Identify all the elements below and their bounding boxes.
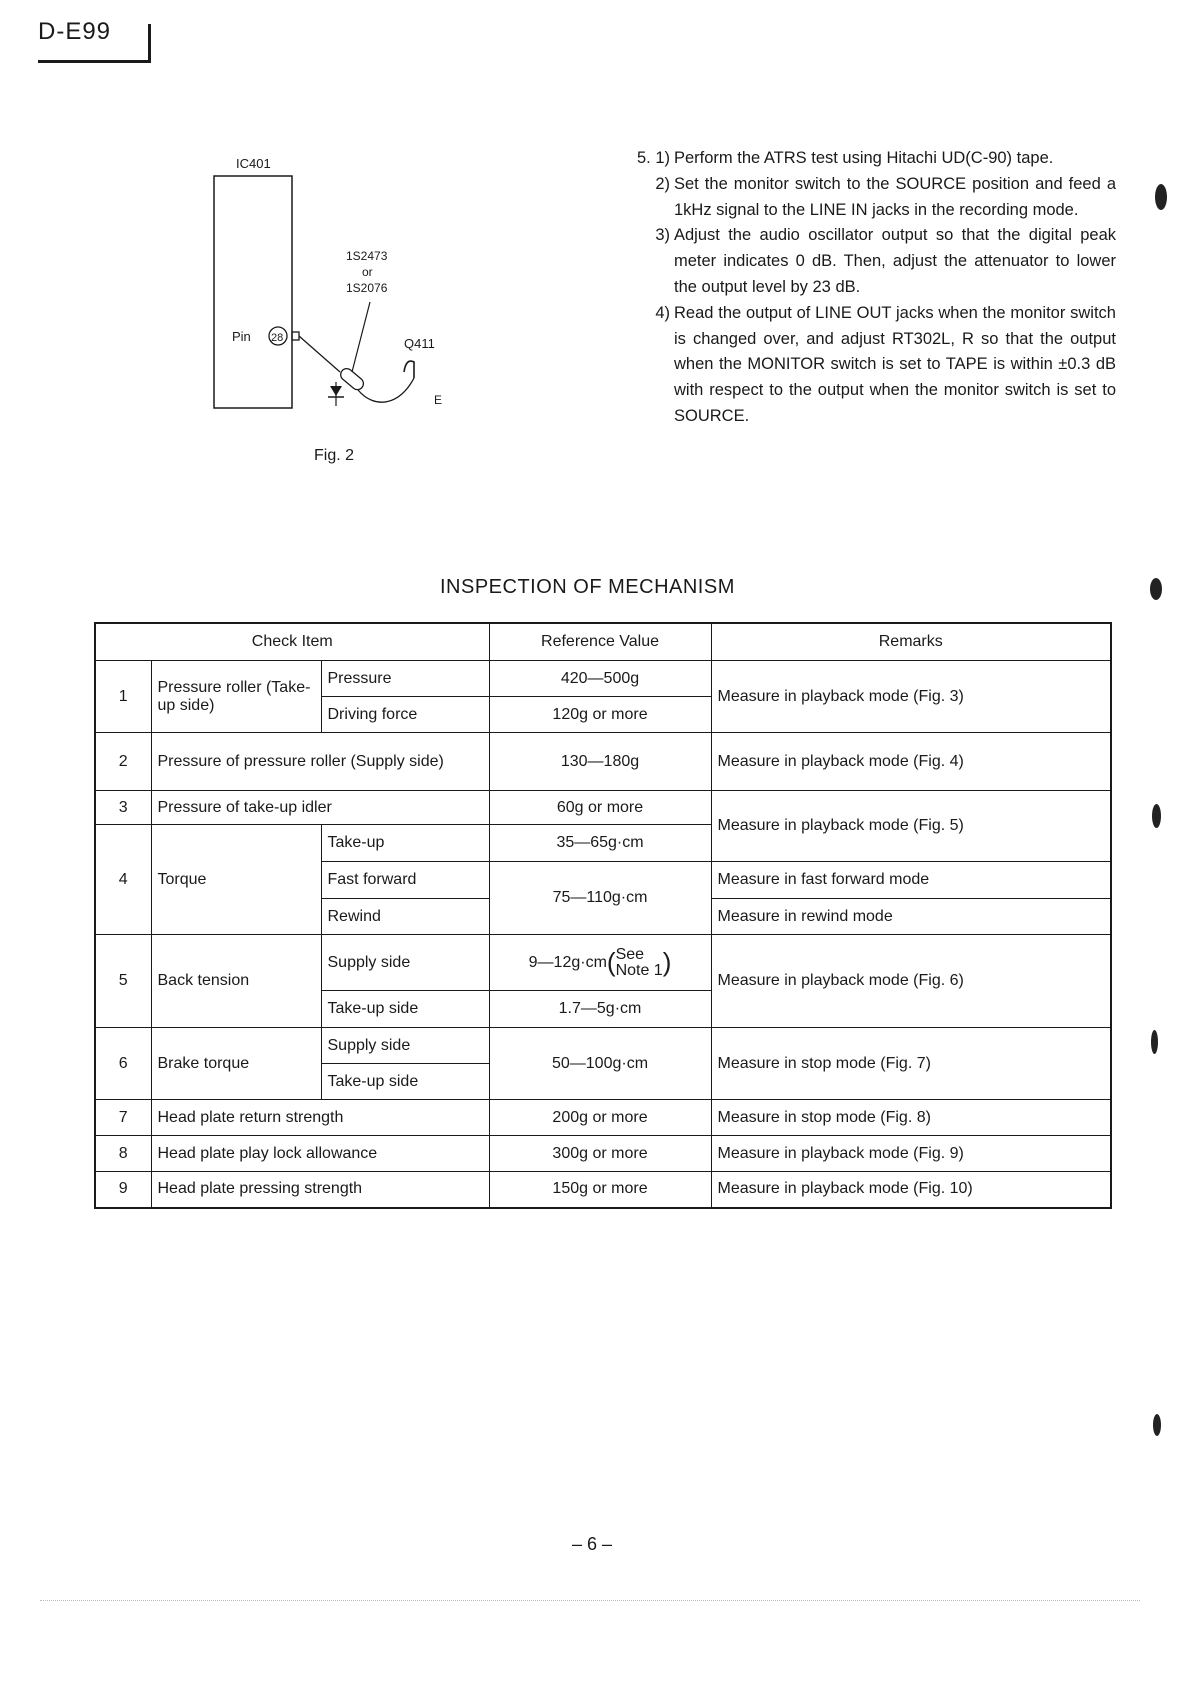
diode-label-or: or — [362, 265, 373, 279]
row-number: 7 — [95, 1100, 151, 1136]
ic-label: IC401 — [236, 156, 271, 171]
note-line-1: See — [615, 945, 645, 963]
section-title: INSPECTION OF MECHANISM — [440, 576, 735, 598]
table-row — [95, 1136, 1111, 1172]
row-number: 6 — [95, 1028, 151, 1100]
step-2 — [628, 172, 1116, 224]
step-text: Perform the ATRS test using Hitachi UD(C-90) tape. — [674, 149, 1054, 167]
pin-pad — [292, 332, 299, 340]
note-reference — [616, 947, 663, 979]
check-item: Back tension — [151, 935, 321, 1028]
step-1 — [628, 146, 1116, 172]
binding-hole-mark — [1152, 804, 1161, 828]
row-number: 3 — [95, 791, 151, 825]
remark: Measure in playback mode (Fig. 4) — [711, 733, 1111, 791]
reference-value: 35—65g·cm — [489, 825, 711, 862]
reference-value: 1.7—5g·cm — [489, 991, 711, 1028]
sub-item: Take-up — [321, 825, 489, 862]
reference-value: 75—110g·cm — [489, 862, 711, 935]
pin-number: 28 — [271, 332, 284, 344]
reference-value: 120g or more — [489, 697, 711, 733]
remark: Measure in fast forward mode — [711, 862, 1111, 899]
reference-value: 150g or more — [489, 1172, 711, 1208]
fig2-caption: Fig. 2 — [314, 447, 355, 464]
check-item: Pressure roller (Take-up side) — [151, 661, 321, 733]
reference-value: 50—100g·cm — [489, 1028, 711, 1100]
remark: Measure in playback mode (Fig. 3) — [711, 661, 1111, 733]
table-row — [95, 935, 1111, 991]
step-number: 2) — [655, 174, 670, 193]
note-paren: ( — [606, 947, 616, 978]
binding-hole-mark — [1153, 1414, 1161, 1436]
sub-item: Supply side — [321, 1028, 489, 1064]
fig2-schematic — [200, 150, 460, 480]
pin-label: Pin — [232, 329, 251, 344]
header-check-item: Check Item — [95, 623, 489, 661]
row-number: 8 — [95, 1136, 151, 1172]
diode-label-1: 1S2473 — [346, 249, 388, 263]
table-row — [95, 791, 1111, 825]
note-line-2: Note 1 — [615, 961, 663, 979]
step-4 — [628, 301, 1116, 430]
procedure-steps — [628, 146, 1116, 430]
sub-item: Take-up side — [321, 991, 489, 1028]
transistor-label: Q411 — [404, 336, 435, 351]
step-text: Adjust the audio oscillator output so that the digital peak meter indicates 0 dB. Then, adjust the attenuator to lower the output level by 23 dB. — [674, 226, 1116, 296]
header-remarks: Remarks — [711, 623, 1111, 661]
remark: Measure in playback mode (Fig. 10) — [711, 1172, 1111, 1208]
lead-wire — [358, 378, 414, 402]
check-item: Pressure of take-up idler — [151, 791, 489, 825]
binding-hole-mark — [1155, 184, 1167, 210]
remark: Measure in playback mode (Fig. 6) — [711, 935, 1111, 1028]
header-reference-value: Reference Value — [489, 623, 711, 661]
binding-hole-mark — [1151, 1030, 1158, 1054]
binding-hole-mark — [1150, 578, 1162, 600]
remark: Measure in playback mode (Fig. 9) — [711, 1136, 1111, 1172]
check-item: Head plate play lock allowance — [151, 1136, 489, 1172]
table-header-row — [95, 623, 1111, 661]
reference-value — [489, 935, 711, 991]
sub-item: Take-up side — [321, 1064, 489, 1100]
remark: Measure in rewind mode — [711, 899, 1111, 935]
check-item: Head plate pressing strength — [151, 1172, 489, 1208]
table-row — [95, 1100, 1111, 1136]
model-label: D-E99 — [38, 18, 112, 45]
step-text: Read the output of LINE OUT jacks when the monitor switch is changed over, and adjust RT302L, R so that the output when the MONITOR switch is set to TAPE is within ±0.3 dB with respect to the output when the monitor switch is set to SOURCE. — [674, 303, 1116, 425]
row-number: 5 — [95, 935, 151, 1028]
table-row — [95, 1172, 1111, 1208]
row-number: 9 — [95, 1172, 151, 1208]
note-paren: ) — [662, 947, 672, 978]
sub-item: Pressure — [321, 661, 489, 697]
reference-value: 60g or more — [489, 791, 711, 825]
page-number: – 6 – — [572, 1534, 613, 1554]
check-item: Torque — [151, 825, 321, 935]
row-number: 2 — [95, 733, 151, 791]
step-number: 3) — [655, 226, 670, 245]
reference-value: 420—500g — [489, 661, 711, 697]
reference-value: 200g or more — [489, 1100, 711, 1136]
sub-item: Rewind — [321, 899, 489, 935]
table-row — [95, 661, 1111, 697]
step-number: 4) — [655, 303, 670, 322]
check-item: Head plate return strength — [151, 1100, 489, 1136]
remark: Measure in stop mode (Fig. 8) — [711, 1100, 1111, 1136]
remark: Measure in playback mode (Fig. 5) — [711, 791, 1111, 862]
table-row — [95, 733, 1111, 791]
diode-symbol — [328, 382, 344, 406]
check-item: Pressure of pressure roller (Supply side) — [151, 733, 489, 791]
emitter-label: E — [434, 393, 443, 407]
reference-value-main: 9—12g·cm — [528, 953, 607, 971]
check-item: Brake torque — [151, 1028, 321, 1100]
step-number: 5. 1) — [636, 149, 670, 167]
sub-item: Fast forward — [321, 862, 489, 899]
remark: Measure in stop mode (Fig. 7) — [711, 1028, 1111, 1100]
clip-hook — [404, 361, 414, 378]
sub-item: Supply side — [321, 935, 489, 991]
step-3 — [628, 223, 1116, 300]
scan-artifact-line — [40, 1600, 1140, 1603]
step-text: Set the monitor switch to the SOURCE position and feed a 1kHz signal to the LINE IN jacks in the recording mode. — [674, 174, 1116, 219]
reference-value: 300g or more — [489, 1136, 711, 1172]
diode-label-2: 1S2076 — [346, 281, 388, 295]
sub-item: Driving force — [321, 697, 489, 733]
table-row — [95, 1028, 1111, 1064]
row-number: 1 — [95, 661, 151, 733]
ic-body — [214, 176, 292, 408]
reference-value: 130—180g — [489, 733, 711, 791]
inspection-table — [94, 622, 1112, 1209]
row-number: 4 — [95, 825, 151, 935]
